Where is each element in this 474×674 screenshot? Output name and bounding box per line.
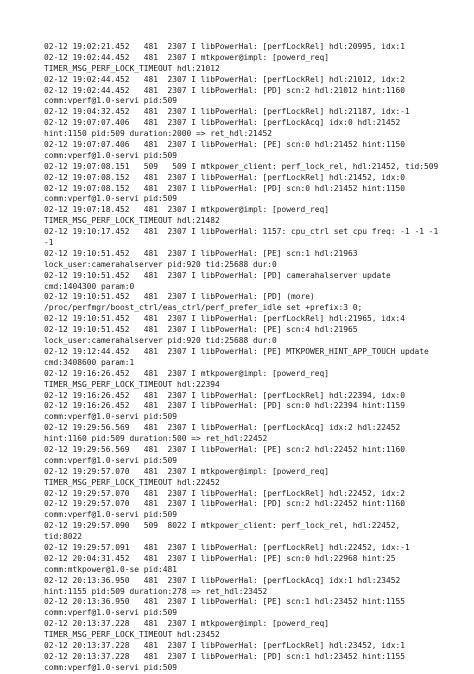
log-line: TIMER_MSG_PERF_LOCK_TIMEOUT hdl:22452 [44,477,220,487]
log-line: TIMER_MSG_PERF_LOCK_TIMEOUT hdl:21482 [44,216,220,226]
log-line: 02-12 19:10:51.452 481 2307 I libPowerHal: [PE] scn:4 hdl:21965 [44,325,358,335]
log-line: comm:vperf@1.0-servi pid:509 [44,510,178,520]
log-line: 02-12 19:29:57.090 509 8022 I mtkpower_client: perf_lock_rel, hdl:22452, [44,521,401,531]
log-line: lock_user:camerahalserver pid:920 tid:25688 dur:0 [44,336,277,346]
log-line: 02-12 19:29:56.569 481 2307 I libPowerHal: [PE] scn:2 hdl:22452 hint:1160 [44,444,406,454]
log-line: 02-12 19:10:51.452 481 2307 I libPowerHal: [perfLockRel] hdl:21965, idx:4 [44,314,406,324]
log-line: 02-12 19:29:57.091 481 2307 I libPowerHal: [perfLockRel] hdl:22452, idx:-1 [44,542,410,552]
log-line: comm:vperf@1.0-servi pid:509 [44,96,178,106]
log-line: 02-12 19:07:08.152 481 2307 I libPowerHal: [PD] scn:0 hdl:21452 hint:1150 [44,183,406,193]
log-line: 02-12 19:10:17.452 481 2307 I libPowerHal: 1157: cpu_ctrl set cpu freq: -1 -1 -1 [44,227,439,237]
log-line: comm:vperf@1.0-servi pid:509 [44,662,178,672]
log-line: TIMER_MSG_PERF_LOCK_TIMEOUT hdl:21012 [44,63,220,73]
log-line: comm:vperf@1.0-servi pid:509 [44,455,178,465]
log-line: 02-12 19:07:07.406 481 2307 I libPowerHal: [perfLockAcq] idx:0 hdl:21452 [44,118,401,128]
log-line: 02-12 19:29:57.070 481 2307 I libPowerHal: [perfLockRel] hdl:22452, idx:2 [44,488,406,498]
log-line: 02-12 20:04:31.452 481 2307 I libPowerHal: [PE] scn:0 hdl:22968 hint:25 [44,553,396,563]
log-line: 02-12 19:04:32.452 481 2307 I libPowerHal: [perfLockRel] hdl:21187, idx:-1 [44,107,410,117]
log-line: 02-12 20:13:36.950 481 2307 I libPowerHal: [perfLockAcq] idx:1 hdl:23452 [44,575,401,585]
log-line: 02-12 19:10:51.452 481 2307 I libPowerHal: [PD] camerahalserver update [44,270,391,280]
log-line: 02-12 20:13:37.228 481 2307 I libPowerHal: [perfLockRel] hdl:23452, idx:1 [44,640,406,650]
log-line: hint:1155 pid:509 duration:278 => ret_hdl:23452 [44,586,268,596]
log-line: /proc/perfmgr/boost_ctrl/eas_ctrl/perf_prefer_idle set +prefix:3 0; [44,303,363,313]
log-line: comm:mtkpower@1.0-se pid:481 [44,564,178,574]
log-line: TIMER_MSG_PERF_LOCK_TIMEOUT hdl:23452 [44,630,220,640]
log-line: tid:8022 [44,532,83,542]
log-line: hint:1150 pid:509 duration:2000 => ret_hdl:21452 [44,129,273,139]
log-line: 02-12 19:02:21.452 481 2307 I libPowerHal: [perfLockRel] hdl:20995, idx:1 [44,42,406,51]
log-line: comm:vperf@1.0-servi pid:509 [44,194,178,204]
log-line: lock_user:camerahalserver pid:920 tid:25688 dur:0 [44,259,277,269]
log-line: comm:vperf@1.0-servi pid:509 [44,412,178,422]
log-line: 02-12 19:12:44.452 481 2307 I libPowerHal: [PE] MTKPOWER_HINT_APP_TOUCH update [44,346,429,356]
log-line: comm:vperf@1.0-servi pid:509 [44,608,178,618]
log-line: 02-12 19:10:51.452 481 2307 I libPowerHal: [PD] (more) [44,292,315,302]
log-line: 02-12 19:16:26.452 481 2307 I mtkpower@impl: [powerd_req] [44,368,330,378]
log-line: cmd:3408600 param:1 [44,357,135,367]
log-line: 02-12 19:02:44.452 481 2307 I libPowerHal: [PD] scn:2 hdl:21012 hint:1160 [44,85,406,95]
log-line: 02-12 19:29:57.070 481 2307 I mtkpower@impl: [powerd_req] [44,466,330,476]
log-line: 02-12 19:07:08.151 509 509 I mtkpower_client: perf_lock_rel, hdl:21452, tid:509 [44,161,439,171]
log-line: 02-12 19:07:07.406 481 2307 I libPowerHal: [PE] scn:0 hdl:21452 hint:1150 [44,140,406,150]
log-line: 02-12 20:13:37.228 481 2307 I libPowerHal: [PD] scn:1 hdl:23452 hint:1155 [44,651,406,661]
log-line: 02-12 19:29:57.070 481 2307 I libPowerHal: [PD] scn:2 hdl:22452 hint:1160 [44,499,406,509]
log-line: cmd:1404300 param:0 [44,281,135,291]
log-line: TIMER_MSG_PERF_LOCK_TIMEOUT hdl:22394 [44,379,220,389]
log-line: -1 [44,238,54,248]
log-text-block [44,42,464,674]
log-line: 02-12 19:10:51.452 481 2307 I libPowerHal: [PE] scn:1 hdl:21963 [44,248,358,258]
log-line: 02-12 19:07:18.452 481 2307 I mtkpower@impl: [powerd_req] [44,205,330,215]
log-line: 02-12 20:13:36.950 481 2307 I libPowerHal: [PE] scn:1 hdl:23452 hint:1155 [44,597,406,607]
log-line: hint:1160 pid:509 duration:500 => ret_hdl:22452 [44,434,268,444]
log-line: comm:vperf@1.0-servi pid:509 [44,150,178,160]
log-line: 02-12 19:29:56.569 481 2307 I libPowerHal: [perfLockAcq] idx:2 hdl:22452 [44,423,401,433]
log-line: 02-12 19:02:44.452 481 2307 I mtkpower@impl: [powerd_req] [44,52,330,62]
log-line: 02-12 19:02:44.452 481 2307 I libPowerHal: [perfLockRel] hdl:21012, idx:2 [44,74,406,84]
log-line: 02-12 20:13:37.228 481 2307 I mtkpower@impl: [powerd_req] [44,619,330,629]
log-line: 02-12 19:16:26.452 481 2307 I libPowerHal: [PD] scn:0 hdl:22394 hint:1159 [44,401,406,411]
log-line: 02-12 19:16:26.452 481 2307 I libPowerHal: [perfLockRel] hdl:22394, idx:0 [44,390,406,400]
log-line: 02-12 19:07:08.152 481 2307 I libPowerHal: [perfLockRel] hdl:21452, idx:0 [44,172,406,182]
